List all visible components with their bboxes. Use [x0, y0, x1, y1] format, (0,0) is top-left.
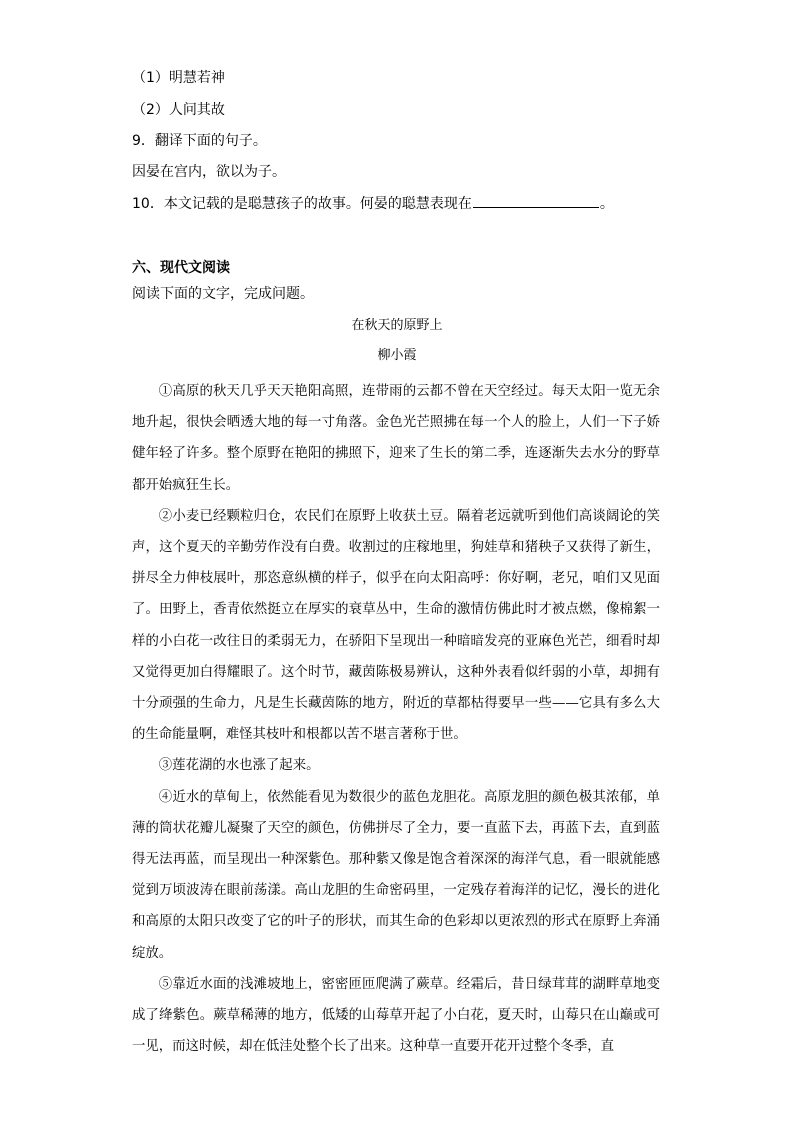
section-instruction: 阅读下面的文字，完成问题。: [132, 286, 314, 302]
question-10-end: 。: [599, 196, 614, 212]
question-10: [132, 193, 614, 214]
article-paragraph-5: ⑤靠近水面的浅滩坡地上，密密匝匝爬满了蕨草。经霜后，昔日绿茸茸的湖畔草地变成了绛紫色。蕨草稀薄的地方，低矮的山莓草开起了小白花，夏天时，山莓只在山巅或可一见，而这时候，却在低洼处整个长了出来。这种草一直要开花开过整个冬季，直: [132, 976, 660, 1055]
section-heading: 六、现代文阅读: [132, 260, 230, 276]
article-title: 在秋天的原野上: [351, 318, 443, 333]
article-body: [132, 376, 660, 1062]
question-9-sentence: 因晏在宫内，欲以为子。: [132, 164, 286, 180]
question-8-item-2: （2）人问其故: [132, 102, 225, 118]
answer-blank[interactable]: [473, 193, 599, 208]
article-paragraph-4: ④近水的草甸上，依然能看见为数很少的蓝色龙胆花。高原龙胆的颜色极其浓郁，单薄的筒状花瓣儿凝聚了天空的颜色，仿佛拼尽了全力，要一直蓝下去，再蓝下去，直到蓝得无法再蓝，而呈现出一种深紫色。那种紫又像是饱含着深深的海洋气息，看一眼就能感觉到万顷波涛在眼前荡漾。高山龙胆的生命密码里，一定残存着海洋的记忆，漫长的进化和高原的太阳只改变了它的叶子的形状，而其生命的色彩却以更浓烈的形式在原野上奔涌绽放。: [132, 789, 660, 961]
article-paragraph-2: ②小麦已经颗粒归仓，农民们在原野上收获土豆。隔着老远就听到他们高谈阔论的笑声，这个夏天的辛勤劳作没有白费。收割过的庄稼地里，狗娃草和猪秧子又获得了新生，拼尽全力伸枝展叶，那恣意纵横的样子，似乎在向太阳高呼：你好啊，老兄，咱们又见面了。田野上，香青依然挺立在厚实的衰草丛中，生命的激情仿佛此时才被点燃，像棉絮一样的小白花一改往日的柔弱无力，在骄阳下呈现出一种暗暗发亮的亚麻色光芒，细看时却又觉得更加白得耀眼了。这个时节，藏茵陈极易辨认，这种外表看似纤弱的小草，却拥有十分顽强的生命力，凡是生长藏茵陈的地方，附近的草都枯得要早一些——它具有多么大的生命能量啊，难怪其枝叶和根都以苦不堪言著称于世。: [132, 508, 660, 743]
article-paragraph-3: ③莲花湖的水也涨了起来。: [158, 758, 320, 774]
article-author: 柳小霞: [377, 348, 417, 363]
question-10-text: 10．本文记载的是聪慧孩子的故事。何晏的聪慧表现在: [132, 196, 472, 212]
question-9-prompt: 9．翻译下面的句子。: [132, 133, 267, 149]
question-8-item-1: （1）明慧若神: [132, 70, 225, 86]
article-paragraph-1: ①高原的秋天几乎天天艳阳高照，连带雨的云都不曾在天空经过。每天太阳一览无余地升起，很快会晒透大地的每一寸角落。金色光芒照拂在每一个人的脸上，人们一下子娇健年轻了许多。整个原野在艳阳的拂照下，迎来了生长的第二季，连逐渐失去水分的野草都开始疯狂生长。: [132, 384, 660, 493]
